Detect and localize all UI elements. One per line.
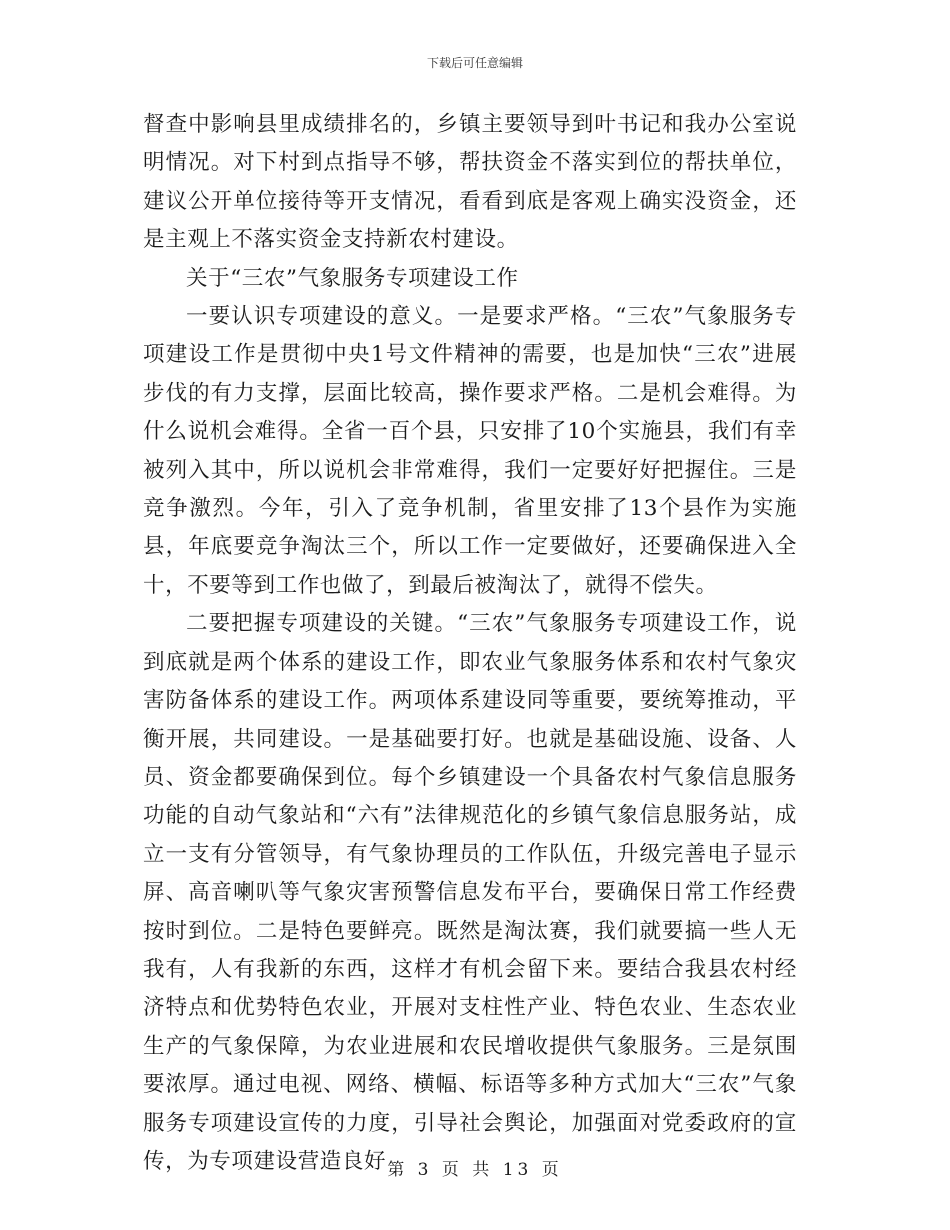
page-footer-number: 第 3 页 共 13 页: [387, 1160, 563, 1180]
paragraph-key-points: 二要把握专项建设的关键。“三农”气象服务专项建设工作，说到底就是两个体系的建设工作，即农业气象服务体系和农村气象灾害防备体系的建设工作。两项体系建设同等重要，要统筹推动，平衡开展，共同建设。一是基础要打好。也就是基础设施、设备、人员、资金都要确保到位。每个乡镇建设一个具备农村气象信息服务功能的自动气象站和“六有”法律规范化的乡镇气象信息服务站，成立一支有分管领导，有气象协理员的工作队伍，升级完善电子显示屏、高音喇叭等气象灾害预警信息发布平台，要确保日常工作经费按时到位。二是特色要鲜亮。既然是淘汰赛，我们就要搞一些人无我有，人有我新的东西，这样才有机会留下来。要结合我县农村经济特点和优势特色农业，开展对支柱性产业、特色农业、生态农业生产的气象保障，为农业进展和农民增收提供气象服务。三是氛围要浓厚。通过电视、网络、横幅、标语等多种方式加大“三农”气象服务专项建设宣传的力度，引导社会舆论，加强面对党委政府的宣传，为专项建设营造良好: [143, 611, 797, 1174]
section-heading-sannong: 关于“三农”气象服务专项建设工作: [186, 265, 519, 291]
paragraph-significance: 一要认识专项建设的意义。一是要求严格。“三农”气象服务专项建设工作是贯彻中央1号文件精神的需要，也是加快“三农”进展步伐的有力支撑，层面比较高，操作要求严格。二是机会难得。为什么说机会难得。全省一百个县，只安排了10个实施县，我们有幸被列入其中，所以说机会非常难得，我们一定要好好把握住。三是竞争激烈。今年，引入了竞争机制，省里安排了13个县作为实施县，年底要竞争淘汰三个，所以工作一定要做好，还要确保进入全十，不要等到工作也做了，到最后被淘汰了，就得不偿失。: [143, 304, 797, 598]
page-header-note: 下载后可任意编辑: [426, 56, 523, 70]
paragraph-1: 督查中影响县里成绩排名的，乡镇主要领导到叶书记和我办公室说明情况。对下村到点指导不够，帮扶资金不落实到位的帮扶单位，建议公开单位接待等开支情况，看看到底是客观上确实没资金，还是主观上不落实资金支持新农村建设。: [143, 112, 797, 253]
document-body: [143, 106, 797, 1181]
